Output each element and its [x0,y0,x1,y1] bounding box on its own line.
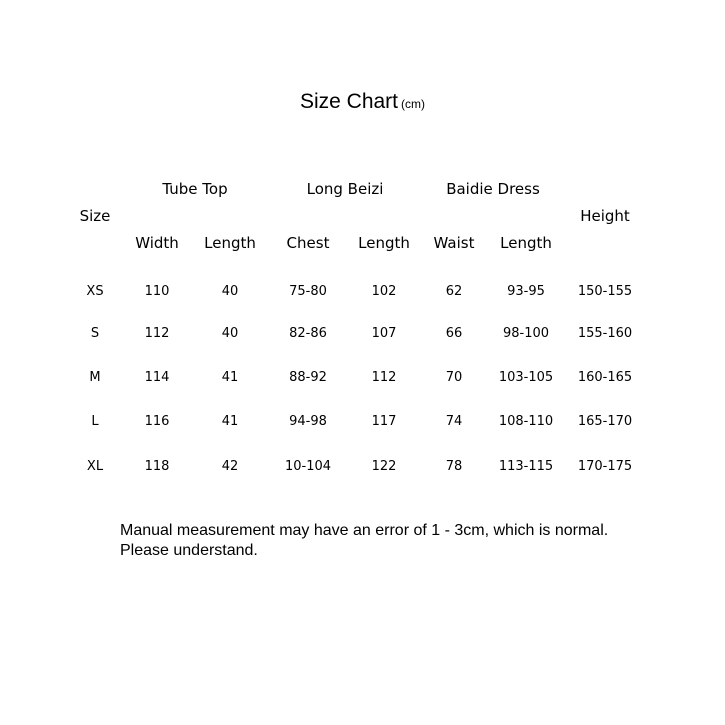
column-header: Length [358,234,410,252]
table-cell: 103-105 [498,370,554,385]
table-cell: 113-115 [498,459,554,474]
table-cell: 82-86 [289,326,327,341]
table-cell: 66 [445,326,463,341]
group-header: Baidie Dress [446,180,540,198]
table-cell: 74 [445,414,463,429]
table-cell: L [91,414,99,429]
column-header: Chest [286,234,330,252]
title-unit: (cm) [401,97,426,111]
table-cell: 110 [144,284,170,299]
group-header: Long Beizi [306,180,384,198]
table-cell: 70 [445,370,463,385]
table-cell: 10-104 [284,459,332,474]
table-cell: 107 [371,326,397,341]
table-cell: 88-92 [289,370,327,385]
table-cell: 116 [144,414,170,429]
table-cell: 94-98 [289,414,327,429]
table-cell: 62 [445,284,463,299]
table-cell: 98-100 [502,326,550,341]
table-cell: 40 [221,326,239,341]
note-line-2: Please understand. [120,542,258,559]
table-cell: 108-110 [498,414,554,429]
table-cell: 112 [371,370,397,385]
table-cell: XS [86,284,104,299]
column-header: Length [204,234,256,252]
table-cell: 118 [144,459,170,474]
table-cell: 40 [221,284,239,299]
table-cell: 170-175 [577,459,633,474]
table-cell: 78 [445,459,463,474]
note-line-1: Manual measurement may have an error of 1 - 3cm, which is normal. [120,522,609,539]
table-cell: 93-95 [507,284,545,299]
table-cell: 122 [371,459,397,474]
table-cell: S [90,326,100,341]
table-cell: 150-155 [577,284,633,299]
page-title [0,90,725,114]
table-cell: 117 [371,414,397,429]
measurement-note [120,521,608,561]
size-header: Size [79,207,111,225]
table-cell: 160-165 [577,370,633,385]
table-cell: 112 [144,326,170,341]
table-cell: 165-170 [577,414,633,429]
table-cell: 75-80 [289,284,327,299]
column-header: Width [135,234,179,252]
column-header: Length [500,234,552,252]
table-cell: 102 [371,284,397,299]
title-text: Size Chart [299,90,399,113]
table-cell: 41 [221,370,239,385]
table-cell: 42 [221,459,239,474]
column-header: Waist [433,234,475,252]
table-cell: 114 [144,370,170,385]
table-cell: 155-160 [577,326,633,341]
table-cell: XL [86,459,104,474]
group-header: Tube Top [162,180,228,198]
table-cell: 41 [221,414,239,429]
height-header: Height [580,207,630,225]
table-cell: M [89,370,101,385]
